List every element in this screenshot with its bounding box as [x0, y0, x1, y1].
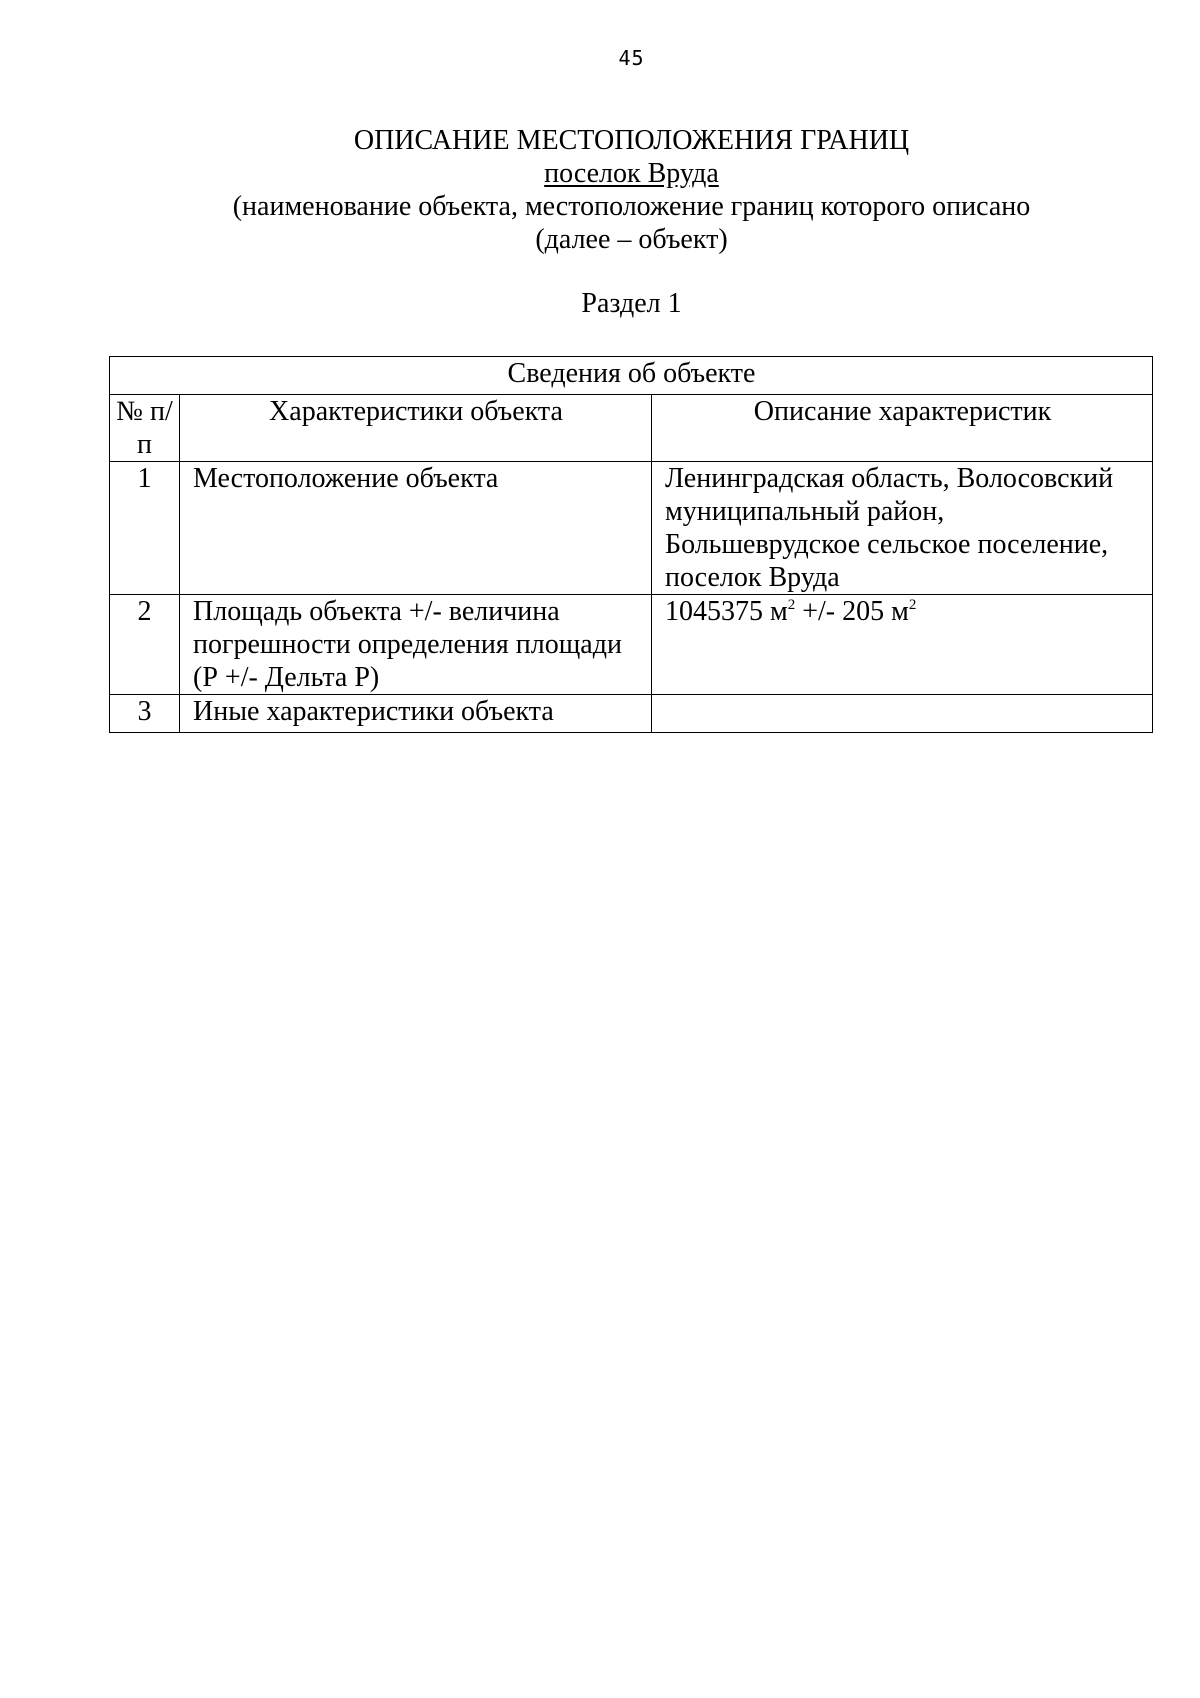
row-num: 3: [110, 695, 180, 733]
object-note-line-1: (наименование объекта, местоположение границ которого описано: [232, 191, 1031, 222]
table-caption: Сведения об объекте: [110, 357, 1153, 395]
object-note-line-2: (далее – объект): [535, 224, 728, 255]
row-num: 1: [110, 462, 180, 595]
page-number: 45: [618, 46, 645, 70]
table-header-row: [110, 395, 1153, 462]
row-characteristic: Местоположение объекта: [180, 462, 652, 595]
area-value: 1045375 м: [665, 596, 788, 627]
document-title: ОПИСАНИЕ МЕСТОПОЛОЖЕНИЯ ГРАНИЦ: [353, 125, 910, 156]
document-heading: [0, 124, 1200, 256]
row-description: Ленинградская область, Волосовский муниципальный район, Большеврудское сельское поселение, поселок Вруда: [652, 462, 1153, 595]
table-row: [110, 462, 1153, 595]
object-info-table: [109, 356, 1153, 733]
header-num: № п/п: [110, 395, 180, 462]
row-characteristic: Площадь объекта +/- величина погрешности определения площади (Р +/- Дельта Р): [180, 595, 652, 695]
row-description: [652, 595, 1153, 695]
row-num: 2: [110, 595, 180, 695]
tolerance-unit-exponent: 2: [908, 597, 917, 613]
row-description: [652, 695, 1153, 733]
area-unit-exponent: 2: [787, 597, 796, 613]
header-description: Описание характеристик: [652, 395, 1153, 462]
row-characteristic: Иные характеристики объекта: [180, 695, 652, 733]
header-characteristic: Характеристики объекта: [180, 395, 652, 462]
table-caption-row: [110, 357, 1153, 395]
section-title: Раздел 1: [581, 288, 682, 319]
area-tolerance: +/- 205 м: [795, 596, 909, 627]
table-row: [110, 695, 1153, 733]
table-row: [110, 595, 1153, 695]
object-name: поселок Вруда: [544, 158, 719, 189]
